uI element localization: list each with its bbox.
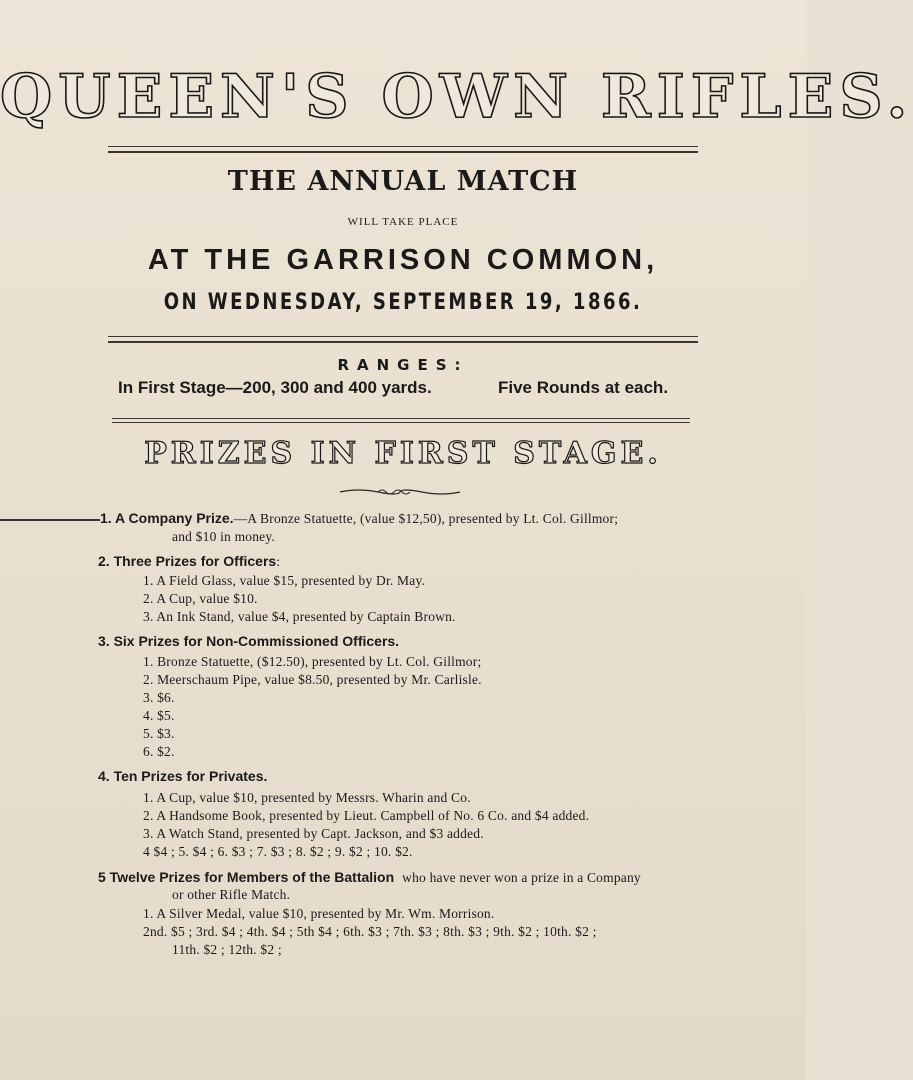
divider	[108, 151, 698, 153]
list-item: 1. A Field Glass, value $15, presented by Dr. May.	[143, 573, 426, 588]
section-heading: 1. A Company Prize.	[100, 510, 234, 526]
list-item: 2. A Cup, value $10.	[143, 591, 258, 606]
list-item: 1. Bronze Statuette, ($12.50), presented by Lt. Col. Gillmor;	[143, 654, 482, 669]
list-item: 2. Meerschaum Pipe, value $8.50, presented by Mr. Carlisle.	[143, 672, 482, 687]
list-item: 1. A Silver Medal, value $10, presented by Mr. Wm. Morrison.	[143, 906, 495, 921]
divider	[108, 336, 698, 337]
ranges-line-a: In First Stage—200, 300 and 400 yards.	[118, 378, 432, 397]
divider	[112, 422, 690, 423]
margin-mark	[0, 519, 100, 521]
list-item: 2. A Handsome Book, presented by Lieut. Campbell of No. 6 Co. and $4 added.	[143, 808, 590, 823]
list-item: 3. An Ink Stand, value $4, presented by Captain Brown.	[143, 609, 456, 624]
section-heading: 5 Twelve Prizes for Members of the Battalion	[98, 869, 395, 885]
location: AT THE GARRISON COMMON,	[147, 244, 659, 276]
list-item: 3. $6.	[143, 690, 175, 705]
prize-section-4: 4. Ten Prizes for Privates.	[98, 768, 268, 784]
section-colon: :	[276, 554, 281, 569]
list-item: 11th. $2 ; 12th. $2 ;	[172, 942, 282, 957]
section-text: —A Bronze Statuette, (value $12,50), presented by Lt. Col. Gillmor;	[233, 511, 619, 526]
ranges-line-b: Five Rounds at each.	[498, 378, 669, 397]
section-continuation: or other Rifle Match.	[172, 887, 291, 902]
prize-section-1	[100, 510, 618, 528]
list-item: 4. $5.	[143, 708, 175, 723]
list-item: 2nd. $5 ; 3rd. $4 ; 4th. $4 ; 5th $4 ; 6th. $3 ; 7th. $3 ; 8th. $3 ; 9th. $2 ; 10th. $2 ;	[143, 924, 597, 939]
ranges-heading: RANGES:	[337, 356, 469, 374]
subtitle: THE ANNUAL MATCH	[227, 166, 579, 197]
date-line: ON WEDNESDAY, SEPTEMBER 19, 1866.	[163, 290, 643, 315]
list-item: 6. $2.	[143, 744, 175, 759]
list-item: 5. $3.	[143, 726, 175, 741]
divider	[112, 418, 690, 419]
section-continuation: and $10 in money.	[172, 529, 276, 544]
title: QUEEN'S OWN RIFLES.	[0, 62, 913, 132]
prize-section-2	[98, 553, 280, 571]
list-item: 3. A Watch Stand, presented by Capt. Jackson, and $3 added.	[143, 826, 484, 841]
divider	[108, 146, 698, 147]
prize-section-3: 3. Six Prizes for Non-Commissioned Officers.	[98, 633, 400, 649]
prizes-heading: PRIZES IN FIRST STAGE.	[144, 436, 662, 471]
divider	[108, 341, 698, 343]
section-text: who have never won a prize in a Company	[402, 870, 641, 885]
section-heading: 2. Three Prizes for Officers	[98, 553, 277, 569]
will-take-place: WILL TAKE PLACE	[347, 216, 459, 228]
list-item: 1. A Cup, value $10, presented by Messrs. Wharin and Co.	[143, 790, 471, 805]
prize-section-5	[98, 869, 641, 887]
list-item: 4 $4 ; 5. $4 ; 6. $3 ; 7. $3 ; 8. $2 ; 9. $2 ; 10. $2.	[143, 844, 413, 859]
flourish-ornament	[338, 486, 462, 498]
